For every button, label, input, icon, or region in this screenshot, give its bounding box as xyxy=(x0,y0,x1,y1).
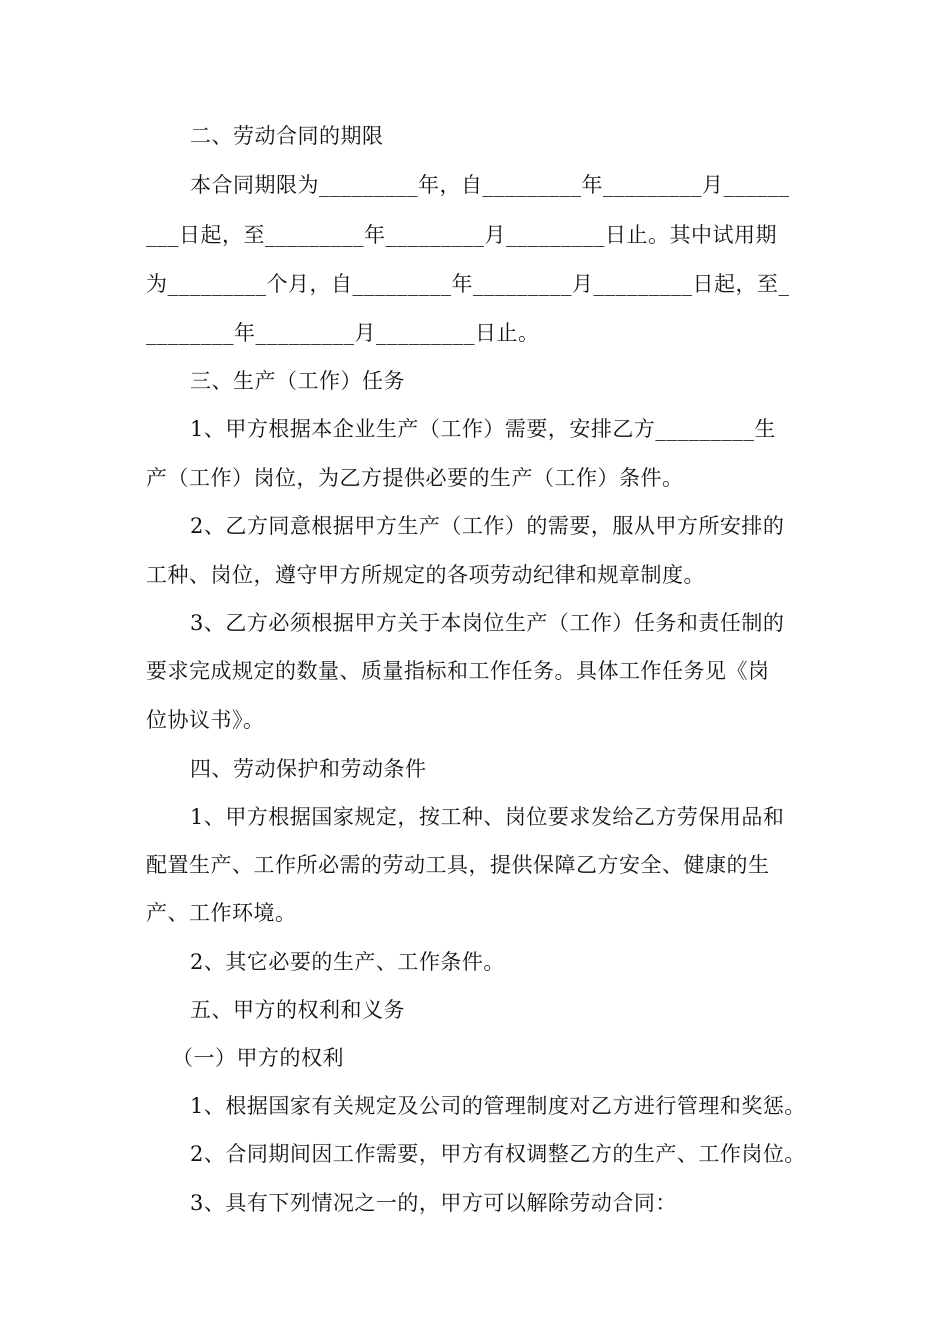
paragraph-line: 1、甲方根据本企业生产（工作）需要，安排乙方_________生 xyxy=(190,417,776,441)
section-heading-tasks: 三、生产（工作）任务 xyxy=(190,369,405,393)
paragraph-line: 位协议书》。 xyxy=(146,708,265,732)
paragraph-line: 本合同期限为_________年，自_________年_________月______ xyxy=(190,173,790,197)
paragraph-line: 要求完成规定的数量、质量指标和工作任务。具体工作任务见《岗 xyxy=(146,659,770,683)
section-heading-rights: 五、甲方的权利和义务 xyxy=(190,998,405,1022)
section-heading-protection: 四、劳动保护和劳动条件 xyxy=(190,757,427,781)
paragraph-line: 1、甲方根据国家规定，按工种、岗位要求发给乙方劳保用品和 xyxy=(190,805,785,829)
paragraph-line: ___日起，至_________年_________月_________日止。其中试用期 xyxy=(146,223,777,247)
paragraph-line: 2、乙方同意根据甲方生产（工作）的需要，服从甲方所安排的 xyxy=(190,514,785,538)
section-heading-term: 二、劳动合同的期限 xyxy=(190,124,384,148)
paragraph-line: 3、具有下列情况之一的，甲方可以解除劳动合同： xyxy=(190,1191,677,1215)
paragraph-line: 产（工作）岗位，为乙方提供必要的生产（工作）条件。 xyxy=(146,466,684,490)
paragraph-line: ________年_________月_________日止。 xyxy=(146,321,540,345)
paragraph-line: 3、乙方必须根据甲方关于本岗位生产（工作）任务和责任制的 xyxy=(190,611,785,635)
paragraph-line: 为_________个月，自_________年_________月_________日起，至_ xyxy=(146,272,790,296)
paragraph-line: 2、其它必要的生产、工作条件。 xyxy=(190,950,505,974)
paragraph-line: 1、根据国家有关规定及公司的管理制度对乙方进行管理和奖惩。 xyxy=(190,1094,806,1118)
paragraph-line: 2、合同期间因工作需要，甲方有权调整乙方的生产、工作岗位。 xyxy=(190,1142,806,1166)
paragraph-line: 工种、岗位，遵守甲方所规定的各项劳动纪律和规章制度。 xyxy=(146,563,705,587)
subsection-heading: （一）甲方的权利 xyxy=(172,1046,344,1070)
paragraph-line: 配置生产、工作所必需的劳动工具，提供保障乙方安全、健康的生 xyxy=(146,853,770,877)
paragraph-line: 产、工作环境。 xyxy=(146,901,297,925)
